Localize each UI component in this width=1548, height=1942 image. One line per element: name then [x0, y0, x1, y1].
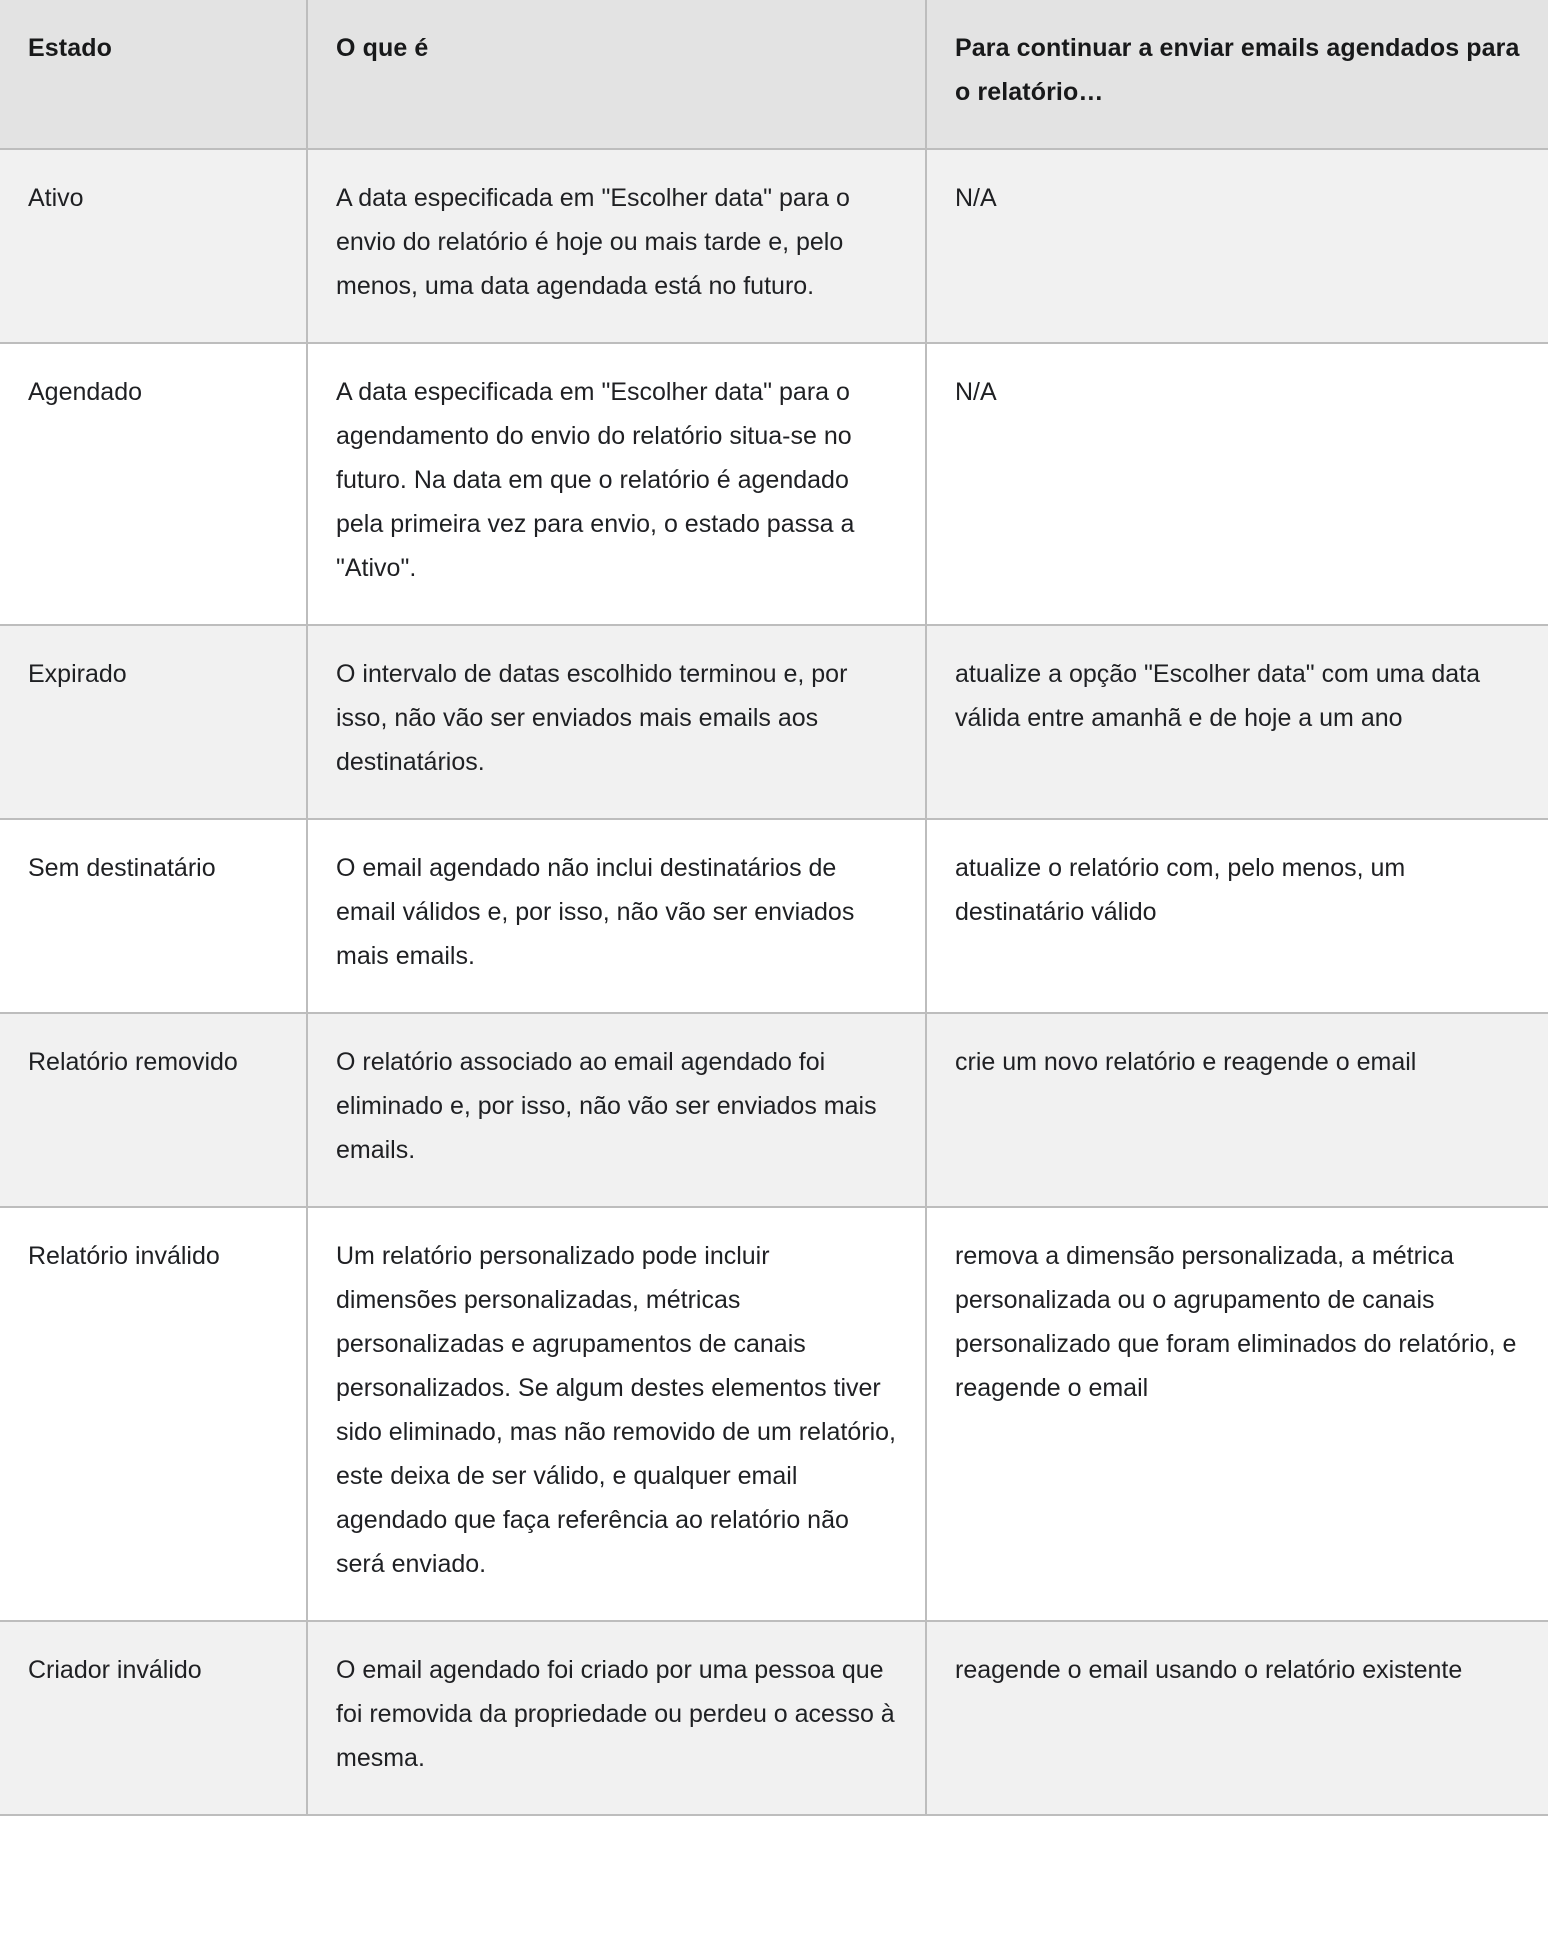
- cell-o-que-e: [307, 1013, 926, 1207]
- cell-o-que-e: [307, 625, 926, 819]
- cell-estado: [0, 1013, 307, 1207]
- table-row: [0, 1013, 1548, 1207]
- cell-acao: [926, 1207, 1548, 1621]
- table-body: [0, 149, 1548, 1815]
- column-header-estado: Estado: [0, 0, 307, 149]
- status-label: Relatório inválido: [28, 1242, 220, 1270]
- cell-acao: [926, 1621, 1548, 1815]
- status-description: Um relatório personalizado pode incluir dimensões personalizadas, métricas personalizadas e agrupamentos de canais personalizados. Se algum destes elementos tiver sido eliminado, mas não removido de um relatório, este deixa de ser válido, e qualquer email agendado que faça referência ao relatório não será enviado.: [336, 1242, 896, 1578]
- status-action: remova a dimensão personalizada, a métrica personalizada ou o agrupamento de canais personalizado que foram eliminados do relatório, e reagende o email: [955, 1242, 1517, 1402]
- status-label: Agendado: [28, 378, 143, 406]
- cell-estado: [0, 625, 307, 819]
- cell-o-que-e: [307, 1207, 926, 1621]
- cell-o-que-e: [307, 1621, 926, 1815]
- status-description: O intervalo de datas escolhido terminou e, por isso, não vão ser enviados mais emails aos destinatários.: [336, 660, 848, 776]
- status-label: Criador inválido: [28, 1656, 202, 1684]
- status-action: atualize o relatório com, pelo menos, um destinatário válido: [955, 854, 1406, 926]
- table-header-row: [0, 0, 1548, 149]
- cell-estado: [0, 149, 307, 343]
- status-description: O email agendado não inclui destinatários de email válidos e, por isso, não vão ser enviados mais emails.: [336, 854, 855, 970]
- table-row: [0, 1207, 1548, 1621]
- cell-estado: [0, 1621, 307, 1815]
- cell-acao: [926, 819, 1548, 1013]
- cell-acao: [926, 625, 1548, 819]
- status-label: Expirado: [28, 660, 127, 688]
- cell-acao: [926, 149, 1548, 343]
- status-action: N/A: [955, 378, 997, 406]
- status-action: crie um novo relatório e reagende o email: [955, 1048, 1417, 1076]
- cell-o-que-e: [307, 819, 926, 1013]
- cell-estado: [0, 819, 307, 1013]
- table-row: [0, 819, 1548, 1013]
- cell-o-que-e: [307, 149, 926, 343]
- column-header-o-que-e: O que é: [307, 0, 926, 149]
- status-description: A data especificada em "Escolher data" para o envio do relatório é hoje ou mais tarde e, pelo menos, uma data agendada está no futuro.: [336, 184, 850, 300]
- cell-estado: [0, 343, 307, 625]
- status-description: O email agendado foi criado por uma pessoa que foi removida da propriedade ou perdeu o acesso à mesma.: [336, 1656, 895, 1772]
- status-action: atualize a opção "Escolher data" com uma data válida entre amanhã e de hoje a um ano: [955, 660, 1480, 732]
- status-action: N/A: [955, 184, 997, 212]
- column-header-acao: Para continuar a enviar emails agendados para o relatório…: [926, 0, 1548, 149]
- table-row: [0, 1621, 1548, 1815]
- status-action: reagende o email usando o relatório existente: [955, 1656, 1463, 1684]
- cell-o-que-e: [307, 343, 926, 625]
- status-label: Ativo: [28, 184, 84, 212]
- status-label: Relatório removido: [28, 1048, 238, 1076]
- table-row: [0, 625, 1548, 819]
- cell-estado: [0, 1207, 307, 1621]
- table-header: [0, 0, 1548, 149]
- status-label: Sem destinatário: [28, 854, 216, 882]
- status-description: O relatório associado ao email agendado foi eliminado e, por isso, não vão ser enviados mais emails.: [336, 1048, 877, 1164]
- cell-acao: [926, 343, 1548, 625]
- table-row: [0, 343, 1548, 625]
- cell-acao: [926, 1013, 1548, 1207]
- status-description: A data especificada em "Escolher data" para o agendamento do envio do relatório situa-se no futuro. Na data em que o relatório é agendado pela primeira vez para envio, o estado passa a "Ativo".: [336, 378, 855, 582]
- table-row: [0, 149, 1548, 343]
